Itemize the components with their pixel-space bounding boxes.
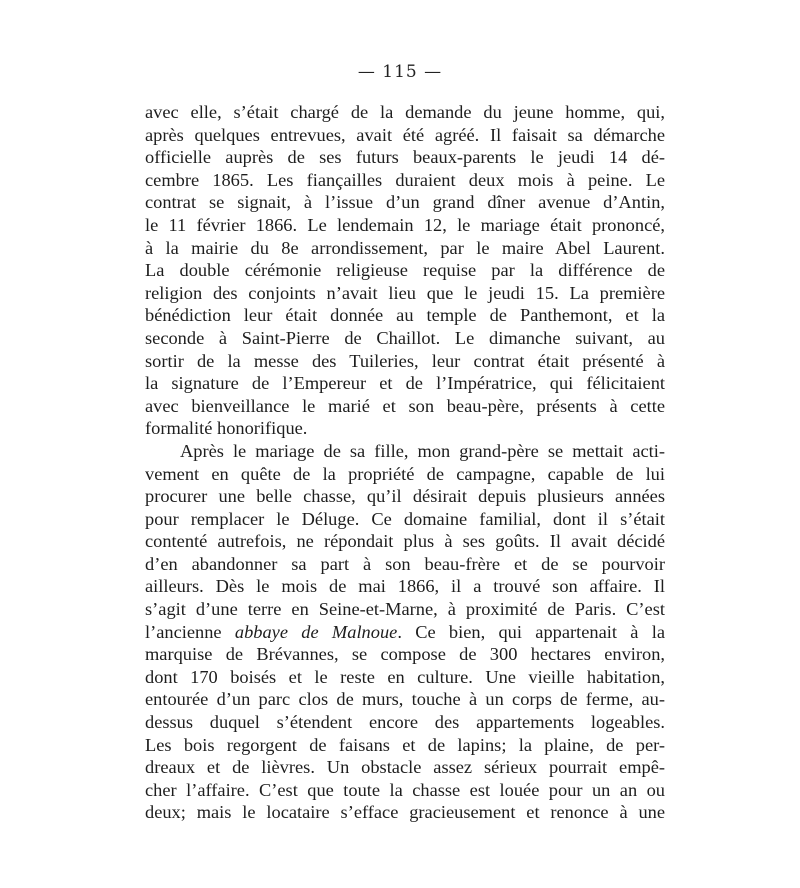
page-number: — 115 — <box>357 62 443 82</box>
text-line: contrat se signait, à l’issue d’un grand dîner avenue d’Antin, <box>145 192 665 213</box>
text-line: Les bois regorgent de faisans et de lapins; la plaine, de per- <box>145 734 665 755</box>
body-text <box>145 101 665 824</box>
text-line: dessus duquel s’étendent encore des appartements logeables. <box>145 712 665 733</box>
text-line: officielle auprès de ses futurs beaux-parents le jeudi 14 dé- <box>145 147 665 168</box>
text-line: religion des conjoints n’avait lieu que le jeudi 15. La première <box>145 282 665 303</box>
text-line: vement en quête de la propriété de campagne, capable de lui <box>145 463 665 484</box>
text-line: cher l’affaire. C’est que toute la chasse est louée pour un an ou <box>145 779 665 800</box>
text-line: La double cérémonie religieuse requise par la différence de <box>145 260 665 281</box>
text-line: dreaux et de lièvres. Un obstacle assez sérieux pourrait empê- <box>145 757 665 778</box>
text-line: avec bienveillance le marié et son beau-père, présents à cette <box>145 395 665 416</box>
text-line: le 11 février 1866. Le lendemain 12, le mariage était prononcé, <box>145 214 665 235</box>
text-line: avec elle, s’était chargé de la demande du jeune homme, qui, <box>145 102 665 122</box>
text-segment: l’ancienne <box>145 621 235 642</box>
text-line: marquise de Brévannes, se compose de 300 hectares environ, <box>145 644 665 665</box>
text-line: dont 170 boisés et le reste en culture. Une vieille habitation, <box>145 666 665 687</box>
text-line: entourée d’un parc clos de murs, touche à un corps de ferme, au- <box>145 689 665 710</box>
text-line: formalité honorifique. <box>145 418 308 439</box>
text-line: deux; mais le locataire s’efface gracieusement et renonce à une <box>145 802 665 823</box>
text-line: contenté autrefois, ne répondait plus à ses goûts. Il avait décidé <box>145 531 665 552</box>
text-line: après quelques entrevues, avait été agréé. Il faisait sa démarche <box>145 124 665 145</box>
text-line: cembre 1865. Les fiançailles duraient deux mois à peine. Le <box>145 169 665 190</box>
text-line: pour remplacer le Déluge. Ce domaine familial, dont il s’était <box>145 508 665 529</box>
text-line: à la mairie du 8e arrondissement, par le maire Abel Laurent. <box>145 237 665 258</box>
text-line: procurer une belle chasse, qu’il désirait depuis plusieurs années <box>145 486 665 507</box>
text-line: sortir de la messe des Tuileries, leur contrat était présenté à <box>145 350 665 371</box>
text-line: la signature de l’Empereur et de l’Impératrice, qui félicitaient <box>145 373 665 394</box>
text-line: s’agit d’une terre en Seine-et-Marne, à proximité de Paris. C’est <box>145 599 665 620</box>
paragraph-first-line: Après le mariage de sa fille, mon grand-père se mettait acti- <box>180 440 665 461</box>
text-line-with-italic <box>145 621 665 644</box>
text-line: ailleurs. Dès le mois de mai 1866, il a trouvé son affaire. Il <box>145 576 665 597</box>
text-line: d’en abandonner sa part à son beau-frère et de se pourvoir <box>145 553 665 574</box>
italic-place-name: abbaye de Malnoue <box>234 621 398 642</box>
text-segment: . Ce bien, qui appartenait à la <box>397 621 665 642</box>
text-line: seconde à Saint-Pierre de Chaillot. Le dimanche suivant, au <box>145 327 665 348</box>
text-line: bénédiction leur était donnée au temple de Panthemont, et la <box>145 305 665 326</box>
